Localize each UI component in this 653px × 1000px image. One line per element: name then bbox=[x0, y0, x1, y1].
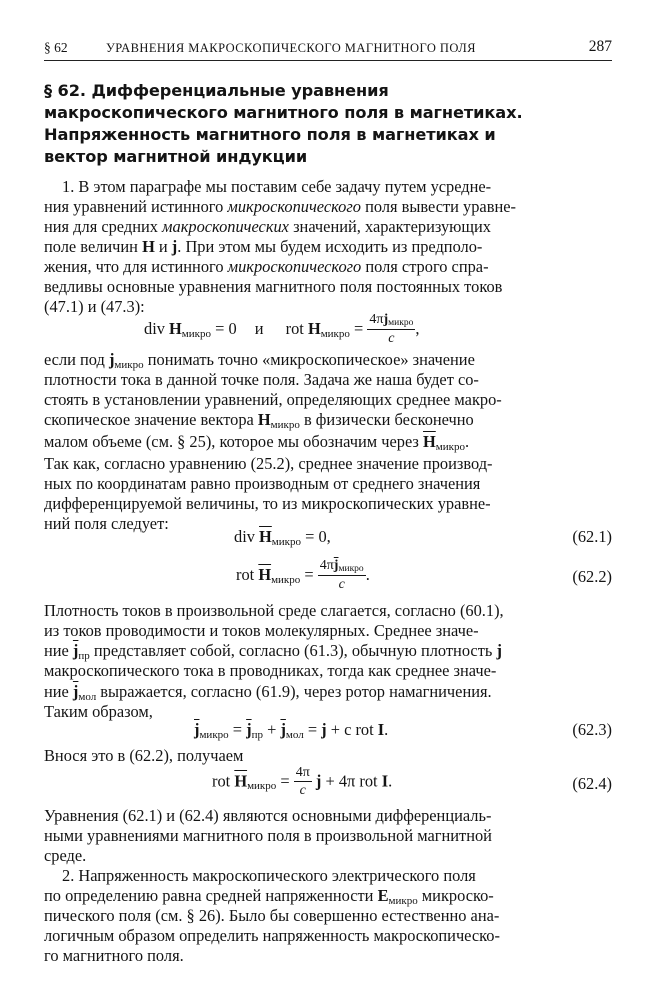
text-line: ния уравнений истинного микроскопического поля вывести уравне- bbox=[44, 197, 516, 216]
text-line: логичным образом определить напряженность макроскопическо- bbox=[44, 926, 500, 945]
text-line: ведливы основные уравнения магнитного поля постоянных токов bbox=[44, 277, 503, 296]
section-number: § 62 bbox=[44, 40, 68, 55]
text-line: поле величин H и j. При этом мы будем исходить из предполо- bbox=[44, 237, 483, 256]
equation-62-3: $\overline{j}микро = \overline{j}пр + \overline{j}мол = j + c$ rot I. bbox=[194, 720, 389, 741]
fraction: $\frac{4\pi}{c}$ bbox=[295, 765, 310, 798]
equation-number: (62.3) bbox=[572, 720, 612, 739]
text-line: дифференцируемой величины, то из микроскопических уравне- bbox=[44, 494, 491, 513]
book-page bbox=[44, 0, 612, 1000]
page-number: 287 bbox=[588, 38, 612, 55]
text-line: ных по координатам равно производным от среднего значения bbox=[44, 474, 481, 493]
text-line: ние $\overline{j}пр$ представляет собой, согласно (61.3), обычную плотность j bbox=[44, 641, 502, 662]
text-line: 2. Напряженность макроскопического электрического поля bbox=[62, 866, 476, 885]
fraction: $\frac{4\pi\overline{j}микро}{c}$ bbox=[319, 558, 364, 592]
text-line: плотности тока в данной точке поля. Задача же наша будет со- bbox=[44, 370, 479, 389]
equation-number: (62.4) bbox=[572, 774, 612, 793]
text-line: скопическое значение вектора Hмикро в физически бесконечно bbox=[44, 410, 474, 431]
text-line: из токов проводимости и токов молекулярных. Среднее значе- bbox=[44, 621, 479, 640]
text-line: го магнитного поля. bbox=[44, 946, 184, 965]
text-line: по определению равна средней напряженности Eмикро микроско- bbox=[44, 886, 494, 907]
heading-line: вектор магнитной индукции bbox=[44, 147, 308, 166]
equation-number: (62.2) bbox=[572, 567, 612, 586]
text-line: (47.1) и (47.3): bbox=[44, 297, 145, 316]
text-line: Внося это в (62.2), получаем bbox=[44, 746, 244, 765]
running-title: УРАВНЕНИЯ МАКРОСКОПИЧЕСКОГО МАГНИТНОГО ПОЛЯ bbox=[106, 41, 476, 55]
running-head bbox=[44, 38, 612, 61]
text-line: ние $\overline{j}мол$ выражается, согласно (61.9), через ротор намагничения. bbox=[44, 682, 492, 703]
heading-line: § 62. Дифференциальные уравнения bbox=[44, 81, 389, 100]
heading-line: макроскопического магнитного поля в магнетиках. bbox=[44, 103, 523, 122]
text-line: Так как, согласно уравнению (25.2), среднее значение производ- bbox=[44, 454, 493, 473]
text-line: ния для средних макроскопических значений, характеризующих bbox=[44, 217, 491, 236]
equation-62-1: div $\overline{H}микро = 0$, bbox=[234, 527, 331, 548]
text-line: ний поля следует: bbox=[44, 514, 169, 533]
text-line: пического поля (см. § 26). Было бы совершенно естественно ана- bbox=[44, 906, 500, 925]
equation-number: (62.1) bbox=[572, 527, 612, 546]
text-line: если под jмикро понимать точно «микроскопическое» значение bbox=[44, 350, 475, 371]
text-line: Таким образом, bbox=[44, 702, 153, 721]
text-line: Уравнения (62.1) и (62.4) являются основными дифференциаль- bbox=[44, 806, 492, 825]
text-line: Плотность токов в произвольной среде слагается, согласно (60.1), bbox=[44, 601, 504, 620]
fraction: $\frac{\text{4πjмикро}}{c}$ bbox=[369, 312, 414, 346]
text-line: ными уравнениями магнитного поля в произвольной магнитной bbox=[44, 826, 492, 845]
text-line: стоять в установлении уравнений, определяющих среднее макро- bbox=[44, 390, 502, 409]
equation-micro: div Hмикро = 0 и rot Hмикро = $\frac{\text{4πjмикро}}{c}$ , bbox=[144, 312, 420, 346]
text-line: среде. bbox=[44, 846, 87, 865]
section-heading bbox=[44, 80, 612, 168]
text-line: макроскопического тока в проводниках, тогда как среднее значе- bbox=[44, 661, 497, 680]
text-line: малом объеме (см. § 25), которое мы обозначим через $\overline{H}микро$. bbox=[44, 432, 470, 453]
text-line: 1. В этом параграфе мы поставим себе задачу путем усредне- bbox=[62, 177, 492, 196]
equation-62-4: rot $\overline{H}микро$ = $\frac{4\pi}{c}$ j + 4π rot I. bbox=[212, 765, 393, 798]
equation-62-2: rot $\overline{H}микро$ = $\frac{4\pi\overline{j}микро}{c}$ . bbox=[236, 558, 370, 592]
text-line: жения, что для истинного микроскопического поля строго спра- bbox=[44, 257, 489, 276]
heading-line: Напряженность магнитного поля в магнетиках и bbox=[44, 125, 496, 144]
